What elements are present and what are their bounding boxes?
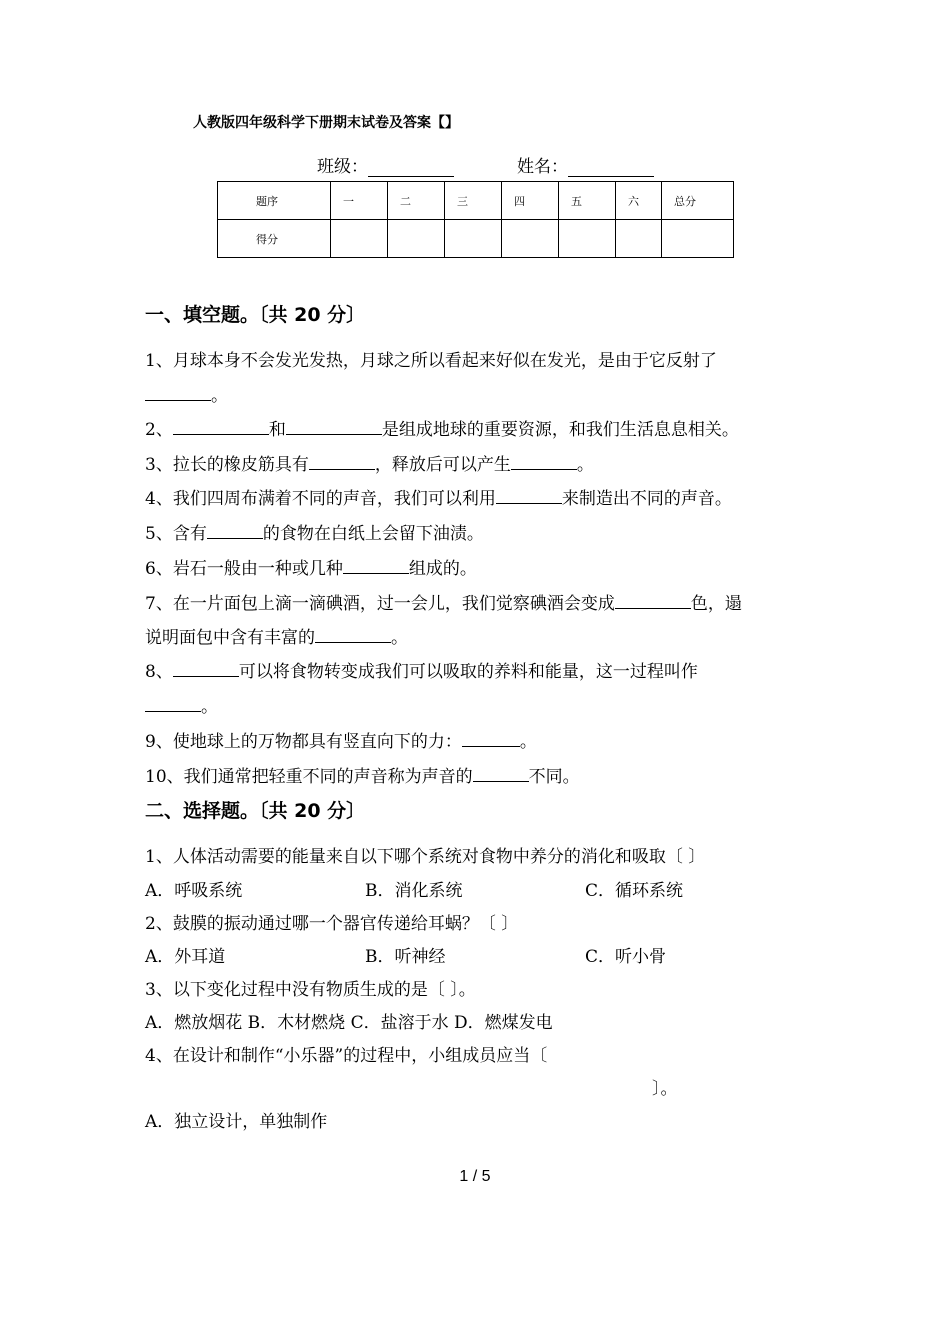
fill-q5: 5、含有 的食物在白纸上会留下油渍。	[145, 524, 484, 544]
choice-q2-option-a[interactable]: A．外耳道	[145, 947, 226, 967]
choice-q4-option-a[interactable]: A．独立设计，单独制作	[145, 1112, 328, 1132]
answer-blank[interactable]	[286, 418, 382, 435]
choice-q2-option-c[interactable]: C．听小骨	[585, 947, 667, 967]
answer-blank[interactable]	[309, 453, 375, 470]
choice-q1-option-c[interactable]: C．循环系统	[585, 881, 684, 901]
choice-q1-option-a[interactable]: A．呼吸系统	[145, 881, 243, 901]
score-cell[interactable]	[331, 220, 388, 258]
answer-blank[interactable]	[511, 453, 577, 470]
score-cell[interactable]	[662, 220, 734, 258]
name-label: 姓名：	[517, 157, 568, 177]
fill-q1-cont: 。	[145, 381, 228, 406]
score-cell[interactable]	[445, 220, 502, 258]
choice-q1: 1、人体活动需要的能量来自以下哪个系统对食物中养分的消化和吸取〔 〕	[145, 847, 706, 867]
choice-q2-option-b[interactable]: B．听神经	[365, 947, 446, 967]
class-blank[interactable]	[368, 158, 454, 177]
fill-q4: 4、我们四周布满着不同的声音，我们可以利用 来制造出不同的声音。	[145, 489, 732, 509]
answer-blank[interactable]	[145, 695, 201, 712]
fill-q2: 2、 和 是组成地球的重要资源，和我们生活息息相关。	[145, 420, 739, 440]
page-number: 1 / 5	[459, 1168, 491, 1185]
fill-q1: 1、月球本身不会发光发热，月球之所以看起来好似在发光，是由于它反射了	[145, 351, 717, 371]
score-cell[interactable]	[559, 220, 616, 258]
fill-q8-cont: 。	[145, 692, 218, 717]
header-cell: 四	[502, 182, 559, 220]
answer-blank[interactable]	[615, 592, 691, 609]
header-cell: 三	[445, 182, 502, 220]
header-cell: 一	[331, 182, 388, 220]
answer-blank[interactable]	[173, 418, 269, 435]
score-cell[interactable]	[616, 220, 662, 258]
name-blank[interactable]	[568, 158, 654, 177]
section2-heading: 二、选择题。〔共 20 分〕	[145, 800, 366, 822]
score-table	[217, 181, 734, 258]
exam-title: 人教版四年级科学下册期末试卷及答案【】	[193, 115, 459, 131]
fill-q3: 3、拉长的橡皮筋具有 ，释放后可以产生 。	[145, 455, 594, 475]
answer-blank[interactable]	[473, 765, 529, 782]
section1-heading: 一、填空题。〔共 20 分〕	[145, 304, 366, 326]
class-field	[317, 152, 454, 177]
score-table-header-row	[218, 182, 734, 220]
answer-blank[interactable]	[173, 660, 239, 677]
answer-blank[interactable]	[496, 487, 562, 504]
fill-q8: 8、 可以将食物转变成我们可以吸取的养料和能量，这一过程叫作	[145, 662, 698, 682]
header-cell: 总分	[662, 182, 734, 220]
header-cell: 五	[559, 182, 616, 220]
score-cell[interactable]	[502, 220, 559, 258]
score-table-score-row	[218, 220, 734, 258]
header-cell: 题序	[218, 182, 331, 220]
choice-q2: 2、鼓膜的振动通过哪一个器官传递给耳蜗？〔 〕	[145, 914, 519, 934]
header-cell: 二	[388, 182, 445, 220]
answer-blank[interactable]	[462, 730, 520, 747]
header-cell: 六	[616, 182, 662, 220]
fill-q6: 6、岩石一般由一种或几种 组成的。	[145, 559, 477, 579]
class-label: 班级：	[317, 157, 368, 177]
score-row-label: 得分	[218, 220, 331, 258]
fill-q10: 10、我们通常把轻重不同的声音称为声音的 不同。	[145, 767, 580, 787]
answer-blank[interactable]	[145, 384, 211, 401]
score-cell[interactable]	[388, 220, 445, 258]
fill-q7: 7、在一片面包上滴一滴碘酒，过一会儿，我们觉察碘酒会变成 色，遢	[145, 594, 742, 614]
choice-q3: 3、以下变化过程中没有物质生成的是〔 〕。	[145, 980, 476, 1000]
answer-blank[interactable]	[315, 626, 391, 643]
fill-q9: 9、使地球上的万物都具有竖直向下的力： 。	[145, 732, 537, 752]
choice-q3-options[interactable]: A．燃放烟花 B．木材燃烧 C．盐溶于水 D．燃煤发电	[145, 1013, 553, 1033]
choice-q1-option-b[interactable]: B．消化系统	[365, 881, 463, 901]
choice-q4: 4、在设计和制作“小乐器”的过程中，小组成员应当〔	[145, 1046, 548, 1066]
fill-q7-cont: 说明面包中含有丰富的 。	[145, 628, 408, 648]
answer-blank[interactable]	[207, 522, 263, 539]
answer-blank[interactable]	[343, 557, 409, 574]
name-field	[517, 152, 654, 177]
choice-q4-bracket-end: 〕。	[652, 1079, 678, 1099]
